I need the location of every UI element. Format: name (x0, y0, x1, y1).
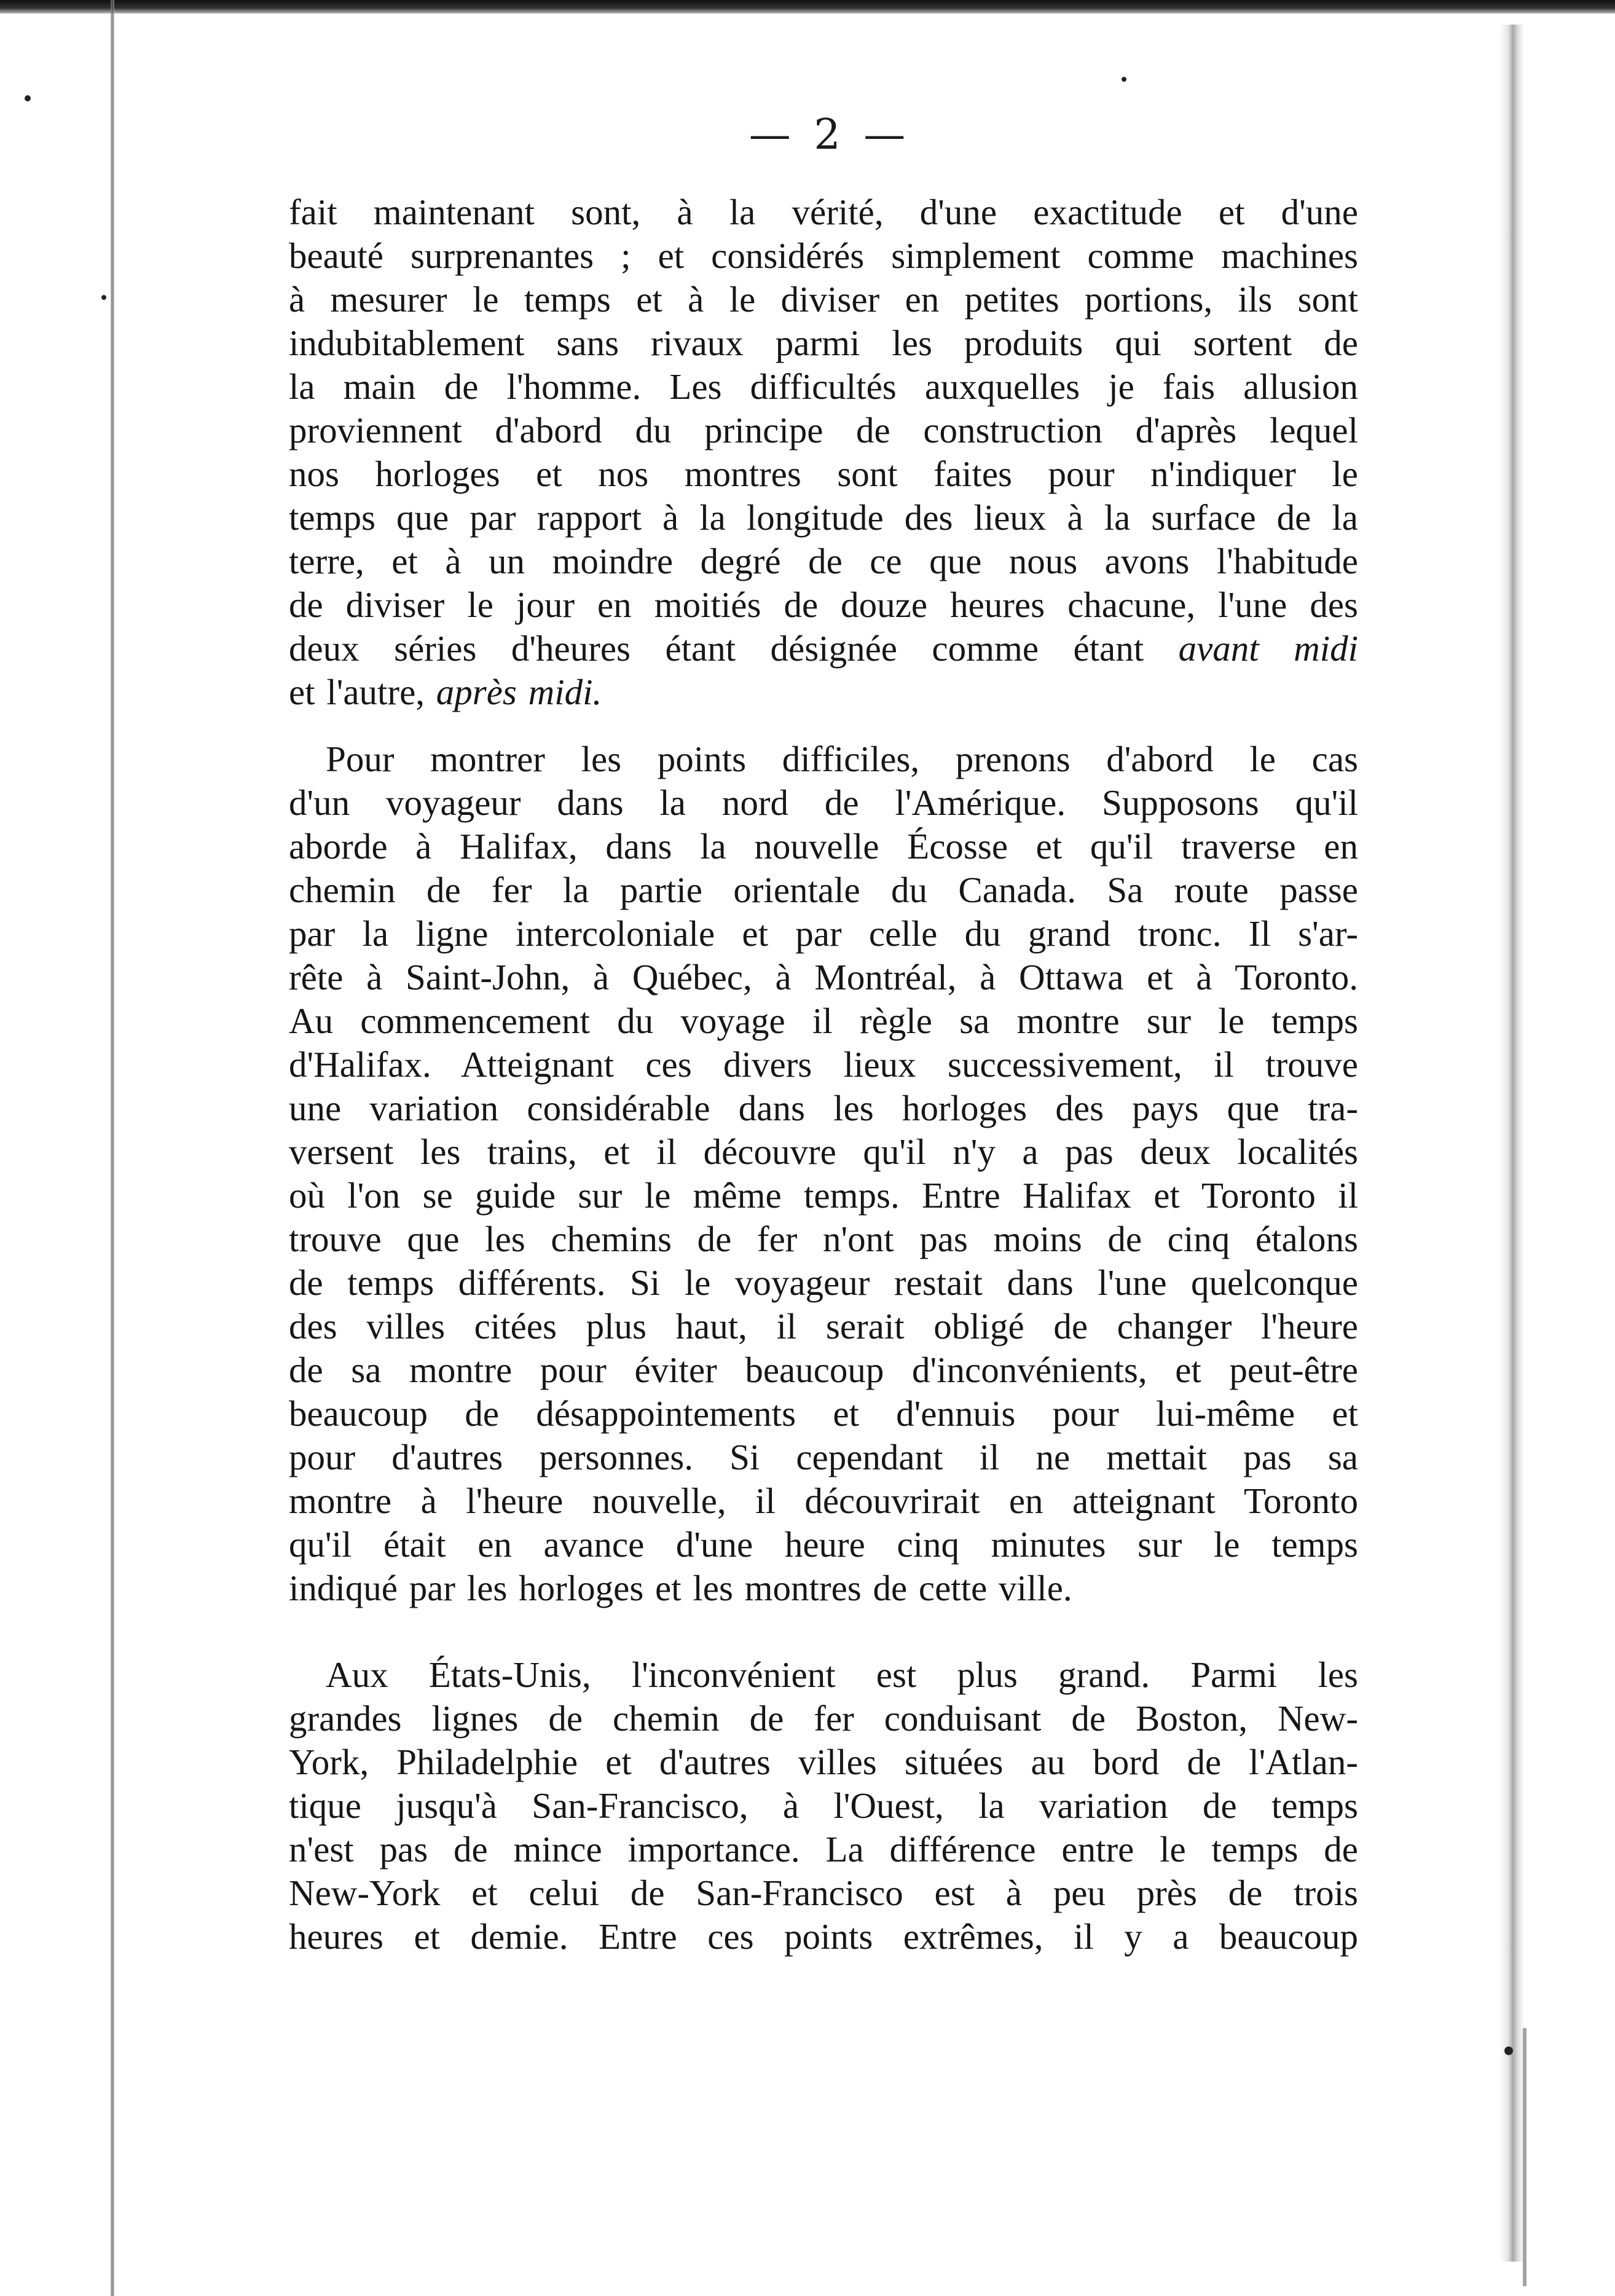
text-line: n'est pas de mince importance. La différence entre le temps de (289, 1829, 1358, 1869)
text-line: York, Philadelphie et d'autres villes situées au bord de l'Atlan- (289, 1742, 1358, 1782)
paragraph-1 (289, 191, 1358, 714)
text-line: terre, et à un moindre degré de ce que nous avons l'habitude (289, 541, 1358, 581)
text-line: de temps différents. Si le voyageur restait dans l'une quelconque (289, 1262, 1358, 1303)
text-line: d'un voyageur dans la nord de l'Amérique. Supposons qu'il (289, 782, 1358, 823)
text-line: beaucoup de désappointements et d'ennuis pour lui-même et (289, 1393, 1358, 1434)
text-line: versent les trains, et il découvre qu'il n'y a pas deux localités (289, 1131, 1358, 1172)
text-line: trouve que les chemins de fer n'ont pas moins de cinq étalons (289, 1219, 1358, 1259)
text-line: qu'il était en avance d'une heure cinq minutes sur le temps (289, 1524, 1358, 1565)
text-line: montre à l'heure nouvelle, il découvrirait en atteignant Toronto (289, 1480, 1358, 1521)
text-segment: et l'autre, (289, 672, 425, 712)
text-line: indiqué par les horloges et les montres de cette ville. (289, 1568, 1072, 1608)
text-line: de sa montre pour éviter beaucoup d'inconvénients, et peut-être (289, 1350, 1358, 1390)
page-number: — 2 — (749, 111, 911, 159)
right-page-gutter-line (1523, 2028, 1527, 2286)
text-segment: deux séries d'heures étant désignée comme étant (289, 628, 1144, 669)
text-line: beauté surprenantes ; et considérés simplement comme machines (289, 235, 1358, 276)
text-line: chemin de fer la partie orientale du Canada. Sa route passe (289, 870, 1358, 910)
text-line: heures et demie. Entre ces points extrêmes, il y a beaucoup (289, 1916, 1358, 1957)
text-line: grandes lignes de chemin de fer conduisant de Boston, New- (289, 1698, 1358, 1739)
paragraph-2 (289, 737, 1358, 1610)
right-page-gutter (1499, 25, 1524, 2262)
text-line: la main de l'homme. Les difficultés auxquelles je fais allusion (289, 366, 1358, 407)
dust-speck (101, 295, 106, 300)
left-page-edge (111, 0, 114, 2296)
text-line: tique jusqu'à San-Francisco, à l'Ouest, la variation de temps (289, 1785, 1358, 1826)
scanner-top-border (0, 0, 1615, 14)
dust-speck (1504, 2046, 1513, 2055)
text-line: par la ligne intercoloniale et par celle du grand tronc. Il s'ar- (289, 913, 1358, 954)
text-line: pour d'autres personnes. Si cependant il ne mettait pas sa (289, 1437, 1358, 1477)
text-line: une variation considérable dans les horloges des pays que tra- (289, 1088, 1358, 1128)
text-line: indubitablement sans rivaux parmi les produits qui sortent de (289, 323, 1358, 363)
text-line: Pour montrer les points difficiles, prenons d'abord le cas (326, 739, 1358, 779)
text-line: temps que par rapport à la longitude des lieux à la surface de la (289, 497, 1358, 538)
dust-speck (25, 95, 31, 101)
text-line: de diviser le jour en moitiés de douze heures chacune, l'une des (289, 584, 1358, 625)
text-line-with-italic (289, 627, 1358, 670)
text-line: aborde à Halifax, dans la nouvelle Écosse et qu'il traverse en (289, 826, 1358, 867)
text-line: rête à Saint-John, à Québec, à Montréal, à Ottawa et à Toronto. (289, 957, 1358, 997)
text-line: proviennent d'abord du principe de construction d'après lequel (289, 410, 1358, 450)
text-line: à mesurer le temps et à le diviser en petites portions, ils sont (289, 279, 1358, 320)
italic-text: avant midi (1178, 628, 1358, 669)
text-line: Au commencement du voyage il règle sa montre sur le temps (289, 1001, 1358, 1041)
text-line: Aux États-Unis, l'inconvénient est plus grand. Parmi les (326, 1654, 1358, 1695)
text-line: d'Halifax. Atteignant ces divers lieux successivement, il trouve (289, 1044, 1358, 1085)
text-line: nos horloges et nos montres sont faites pour n'indiquer le (289, 454, 1358, 494)
text-line: fait maintenant sont, à la vérité, d'une exactitude et d'une (289, 192, 1358, 232)
text-line: des villes citées plus haut, il serait obligé de changer l'heure (289, 1306, 1358, 1347)
text-line: New-York et celui de San-Francisco est à peu près de trois (289, 1873, 1358, 1913)
dust-speck (1122, 77, 1126, 82)
text-line-with-italic (289, 670, 1358, 714)
italic-text: après midi. (436, 672, 602, 712)
text-line: où l'on se guide sur le même temps. Entre Halifax et Toronto il (289, 1175, 1358, 1216)
paragraph-3 (289, 1653, 1358, 1959)
